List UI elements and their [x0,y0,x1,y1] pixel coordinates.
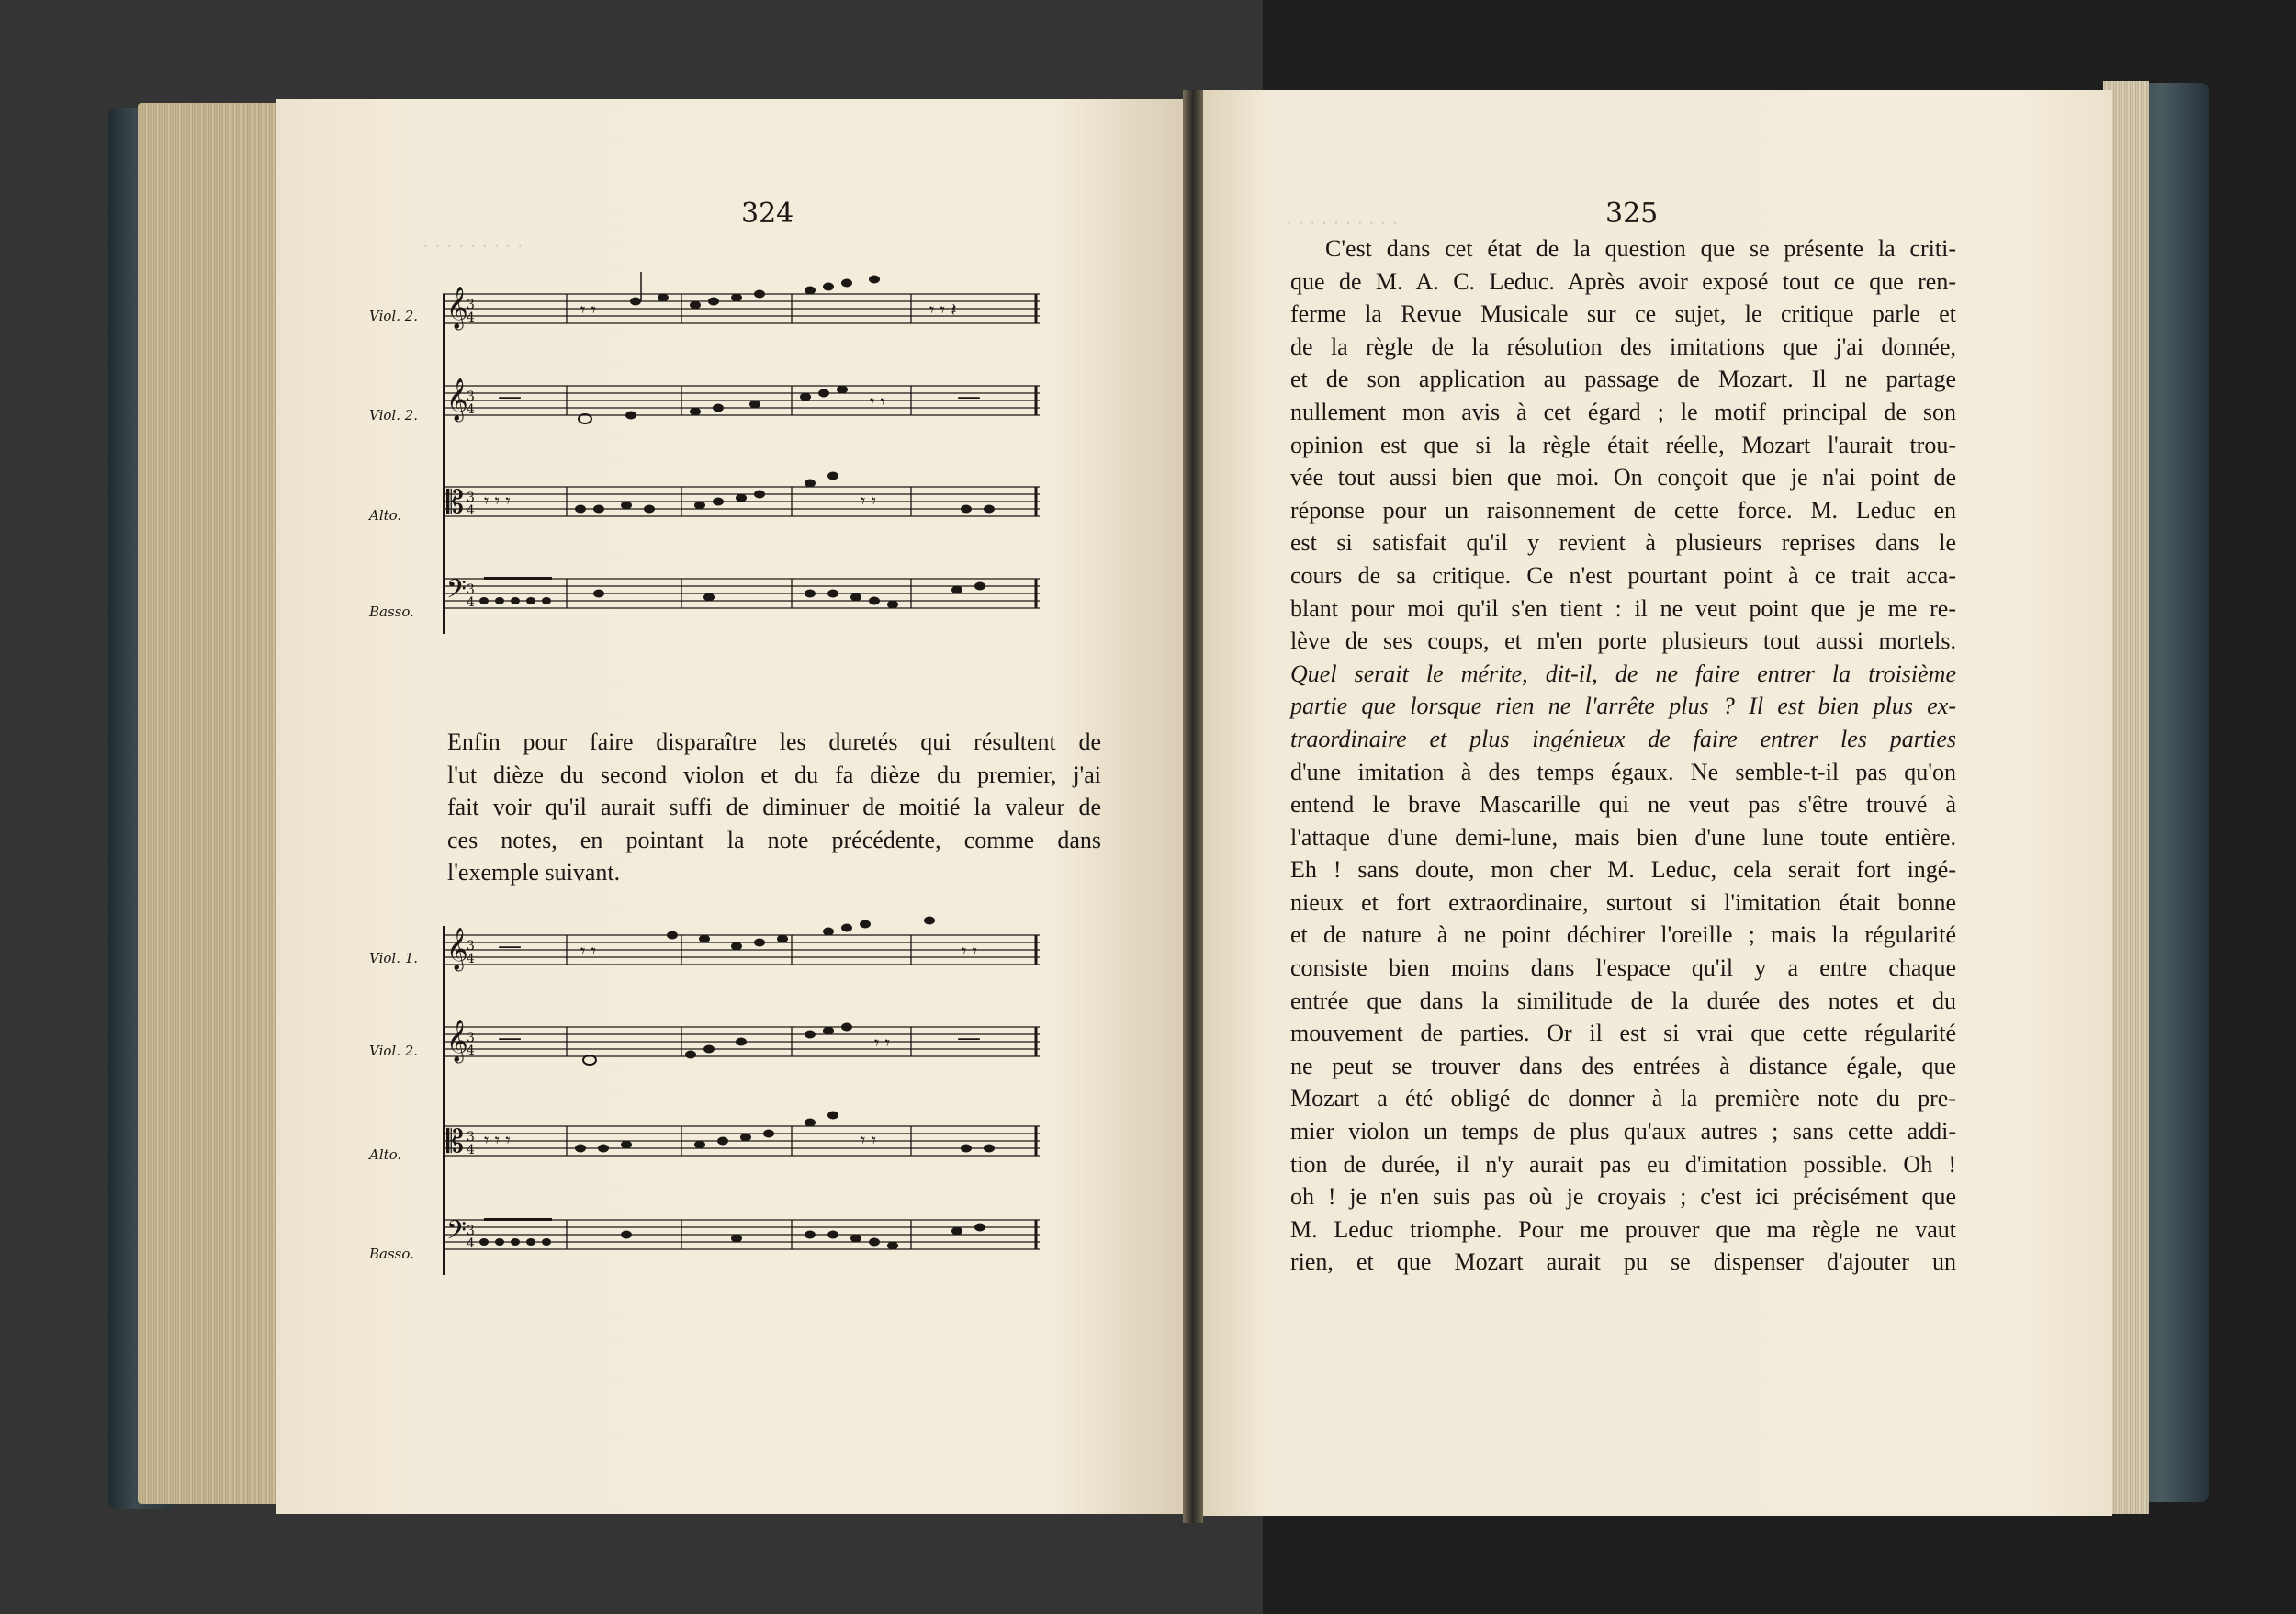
text-line: nullement mon avis à cet égard ; le motif principal de son [1290,398,1956,425]
staff-label: Basso. [369,1246,414,1262]
svg-text:𝄡: 𝄡 [446,1123,464,1160]
left-paragraph [447,726,1101,889]
text-line: de la règle de la résolution des imitations que j'ai donnée, [1290,333,1956,360]
svg-text:𝄾 𝄾 𝄾: 𝄾 𝄾 𝄾 [484,490,511,512]
music-example-1 [369,266,1041,643]
svg-text:3: 3 [467,939,475,954]
svg-text:𝄾 𝄾: 𝄾 𝄾 [962,940,977,962]
svg-text:—: — [498,932,522,960]
text-line: Quel serait le mérite, dit-il, de ne faire entrer la troisième [1290,660,1956,687]
svg-text:3: 3 [467,1031,475,1045]
bleed-through: · · · · · · · · · [422,234,523,257]
text-line: d'une imitation à des temps égaux. Ne semble-t-il pas qu'on [1290,758,1956,785]
bleed-through: · · · · · · · · · · [1286,211,1399,234]
svg-text:4: 4 [467,402,475,417]
text-line: et de son application au passage de Mozart. Il ne partage [1290,366,1956,393]
music-example-2 [369,898,1041,1284]
text-line: Enfin pour faire disparaître les duretés qui résultent de [447,728,1101,755]
text-line: blant pour moi qu'il s'en tient : il ne veut point que je me re- [1290,594,1956,622]
svg-text:𝄾 𝄾 𝄾: 𝄾 𝄾 𝄾 [484,1129,511,1151]
svg-text:3: 3 [467,582,475,597]
text-line: consiste bien moins dans l'espace qu'il y a entre chaque [1290,954,1956,982]
text-line: Mozart a été obligé de donner à la première note du pre- [1290,1085,1956,1112]
svg-text:—: — [957,1024,981,1052]
text-line: mouvement de parties. Or il est si vrai que cette régularité [1290,1020,1956,1047]
svg-text:𝄞: 𝄞 [446,1020,468,1062]
staff-label: Viol. 2. [369,407,419,423]
text-line: mier violon un temps de plus qu'aux autres ; sans cette addi- [1290,1118,1956,1146]
text-line: ces notes, en pointant la note précédente, comme dans [447,826,1101,853]
staff-label: Alto. [369,1146,402,1163]
svg-text:𝄾 𝄾: 𝄾 𝄾 [874,1032,890,1054]
svg-text:𝄾 𝄾: 𝄾 𝄾 [861,490,876,512]
text-line: opinion est que si la règle était réelle, Mozart l'aurait trou- [1290,431,1956,458]
svg-text:𝄾 𝄾: 𝄾 𝄾 [580,940,596,962]
text-line: partie que lorsque rien ne l'arrête plus ? Il est bien plus ex- [1290,693,1956,720]
svg-text:𝄞: 𝄞 [446,378,468,421]
text-line: oh ! je n'en suis pas où je croyais ; c'est ici précisément que [1290,1183,1956,1211]
text-line: réponse pour un raisonnement de cette force. M. Leduc en [1290,496,1956,524]
svg-text:—: — [957,383,981,411]
text-line: ferme la Revue Musicale sur ce sujet, le critique parle et [1290,300,1956,328]
book-gutter [1183,90,1203,1523]
text-line: que de M. A. C. Leduc. Après avoir exposé tout ce que ren- [1290,267,1956,295]
svg-text:3: 3 [467,491,475,505]
music-score-2 [443,898,1041,1284]
staff-label: Basso. [369,604,414,620]
text-line: est si satisfait qu'il y revient à plusieurs reprises dans le [1290,529,1956,557]
svg-text:3: 3 [467,298,475,312]
text-line: lève de ses coups, et m'en porte plusieurs tout aussi mortels. [1290,627,1956,655]
svg-text:4: 4 [467,952,475,966]
svg-text:4: 4 [467,1236,475,1251]
svg-text:𝄞: 𝄞 [446,928,468,970]
text-line: ne peut se trouver dans des entrées à distance égale, que [1290,1052,1956,1079]
text-line: Eh ! sans doute, mon cher M. Leduc, cela serait fort ingé- [1290,856,1956,884]
svg-text:4: 4 [467,503,475,518]
svg-text:—: — [498,1024,522,1052]
text-line: cours de sa critique. Ce n'est pourtant point à ce trait acca- [1290,561,1956,589]
text-line: et de nature à ne point déchirer l'oreille ; mais la régularité [1290,921,1956,949]
text-line: C'est dans cet état de la question que se présente la criti- [1325,235,1956,262]
text-line: M. Leduc triomphe. Pour me prouver que ma règle ne vaut [1290,1215,1956,1243]
svg-text:𝄡: 𝄡 [446,484,464,521]
text-line: tion de durée, il n'y aurait pas eu d'imitation possible. Oh ! [1290,1150,1956,1178]
text-line: traordinaire et plus ingénieux de faire entrer les parties [1290,725,1956,752]
svg-text:𝄾 𝄾: 𝄾 𝄾 [870,390,885,412]
svg-text:3: 3 [467,1130,475,1145]
text-line: entrée que dans la similitude de la durée des notes et du [1290,987,1956,1014]
text-line: fait voir qu'il aurait suffi de diminuer de moitié la valeur de [447,794,1101,820]
text-line: entend le brave Mascarille qui ne veut pas s'être trouvé à [1290,791,1956,818]
svg-text:4: 4 [467,1044,475,1058]
svg-text:𝄢: 𝄢 [446,1215,467,1252]
staff-label: Viol. 1. [369,950,419,966]
svg-text:𝄢: 𝄢 [446,574,467,611]
page-number-left: 324 [741,198,794,230]
svg-text:𝄞: 𝄞 [446,287,468,329]
staff-label: Viol. 2. [369,308,419,324]
svg-text:—: — [498,383,522,411]
svg-text:4: 4 [467,595,475,610]
text-line: nieux et fort extraordinaire, surtout si l'imitation était bonne [1290,888,1956,916]
staff-label: Viol. 2. [369,1043,419,1059]
staff-label: Alto. [369,507,402,524]
svg-text:4: 4 [467,310,475,325]
svg-text:𝄾 𝄾: 𝄾 𝄾 [861,1129,876,1151]
right-page-text [1290,232,1956,1279]
text-line: l'ut dièze du second violon et du fa dièze du premier, j'ai [447,761,1101,788]
page-edges-left [138,103,276,1504]
page-number-right: 325 [1605,198,1659,230]
svg-text:3: 3 [467,389,475,404]
svg-text:𝄾 𝄾 𝄽: 𝄾 𝄾 𝄽 [929,299,957,321]
svg-text:𝄾 𝄾: 𝄾 𝄾 [580,299,596,321]
svg-text:3: 3 [467,1224,475,1238]
svg-text:4: 4 [467,1143,475,1157]
text-line: l'exemple suivant. [447,859,621,886]
text-line: rien, et que Mozart aurait pu se dispenser d'ajouter un [1290,1248,1956,1276]
text-line: l'attaque d'une demi-lune, mais bien d'une lune toute entière. [1290,823,1956,851]
text-line: vée tout aussi bien que moi. On conçoit que je n'ai point de [1290,464,1956,491]
music-score-1 [443,266,1041,643]
